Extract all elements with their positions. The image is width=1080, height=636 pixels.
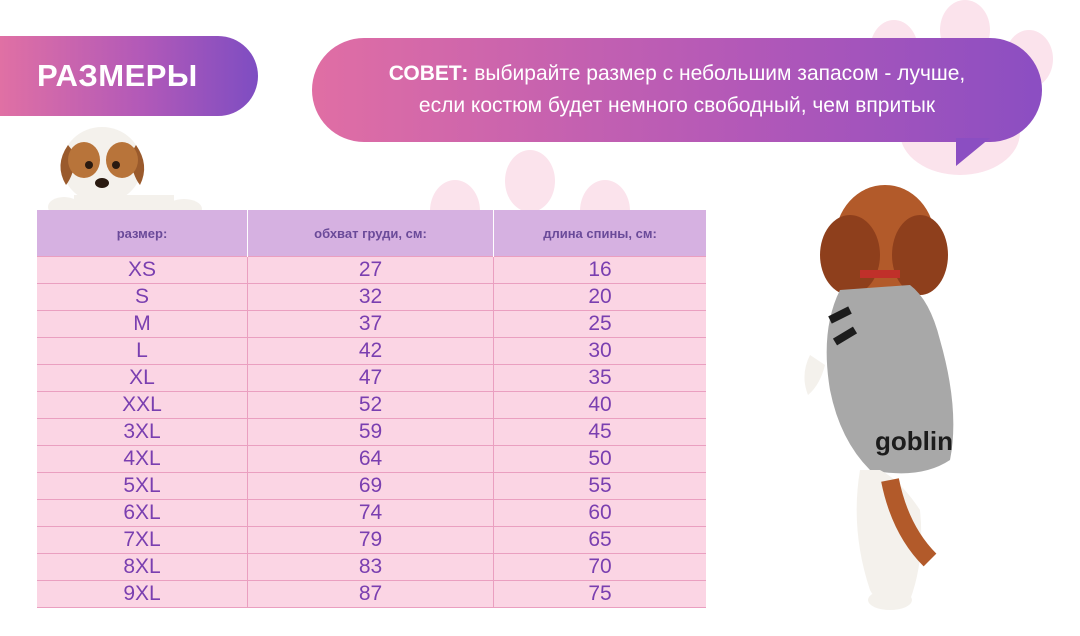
back-cell: 75 (494, 581, 707, 608)
dog-in-hoodie-image (780, 180, 980, 620)
header-size: размер: (37, 210, 248, 257)
back-cell: 30 (494, 338, 707, 365)
chest-cell: 64 (248, 446, 494, 473)
size-cell: S (37, 284, 248, 311)
size-cell: 5XL (37, 473, 248, 500)
back-cell: 60 (494, 500, 707, 527)
table-row (37, 311, 706, 338)
back-cell: 55 (494, 473, 707, 500)
size-cell: XS (37, 257, 248, 284)
back-cell: 40 (494, 392, 707, 419)
table-row (37, 446, 706, 473)
back-cell: 16 (494, 257, 707, 284)
back-cell: 70 (494, 554, 707, 581)
table-row (37, 257, 706, 284)
size-cell: XXL (37, 392, 248, 419)
chest-cell: 52 (248, 392, 494, 419)
page-title: РАЗМЕРЫ (37, 58, 198, 93)
tip-line-1 (389, 58, 966, 90)
table-row (37, 527, 706, 554)
hoodie-print: goblin (875, 426, 953, 456)
table-body (37, 257, 706, 608)
table-row (37, 554, 706, 581)
title-banner (0, 36, 258, 116)
size-cell: 7XL (37, 527, 248, 554)
size-cell: M (37, 311, 248, 338)
speech-bubble-tail (956, 138, 990, 166)
chest-cell: 69 (248, 473, 494, 500)
chest-cell: 32 (248, 284, 494, 311)
puppy-image (44, 125, 206, 220)
size-cell: L (37, 338, 248, 365)
table-row (37, 581, 706, 608)
chest-cell: 87 (248, 581, 494, 608)
tip-label: СОВЕТ: (388, 62, 469, 85)
back-cell: 45 (494, 419, 707, 446)
back-cell: 20 (494, 284, 707, 311)
size-cell: 4XL (37, 446, 248, 473)
table-row (37, 365, 706, 392)
chest-cell: 27 (248, 257, 494, 284)
chest-cell: 37 (248, 311, 494, 338)
tip-line-2: если костюм будет немного свободный, чем впритык (418, 94, 936, 117)
table-row (37, 419, 706, 446)
table-row (37, 500, 706, 527)
back-cell: 50 (494, 446, 707, 473)
tip-speech-bubble (312, 38, 1042, 142)
size-cell: 6XL (37, 500, 248, 527)
table-row (37, 473, 706, 500)
tip-text-1: выбирайте размер с небольшим запасом - лучше, (468, 62, 966, 85)
back-cell: 35 (494, 365, 707, 392)
chest-cell: 47 (248, 365, 494, 392)
back-cell: 25 (494, 311, 707, 338)
chest-cell: 79 (248, 527, 494, 554)
chest-cell: 59 (248, 419, 494, 446)
chest-cell: 74 (248, 500, 494, 527)
size-cell: 9XL (37, 581, 248, 608)
size-cell: XL (37, 365, 248, 392)
header-back: длина спины, см: (494, 210, 707, 257)
table-row (37, 284, 706, 311)
size-cell: 3XL (37, 419, 248, 446)
back-cell: 65 (494, 527, 707, 554)
size-cell: 8XL (37, 554, 248, 581)
size-table (37, 210, 706, 608)
header-chest: обхват груди, см: (248, 210, 494, 257)
table-row (37, 392, 706, 419)
table-row (37, 338, 706, 365)
chest-cell: 83 (248, 554, 494, 581)
chest-cell: 42 (248, 338, 494, 365)
table-header-row (37, 210, 706, 257)
